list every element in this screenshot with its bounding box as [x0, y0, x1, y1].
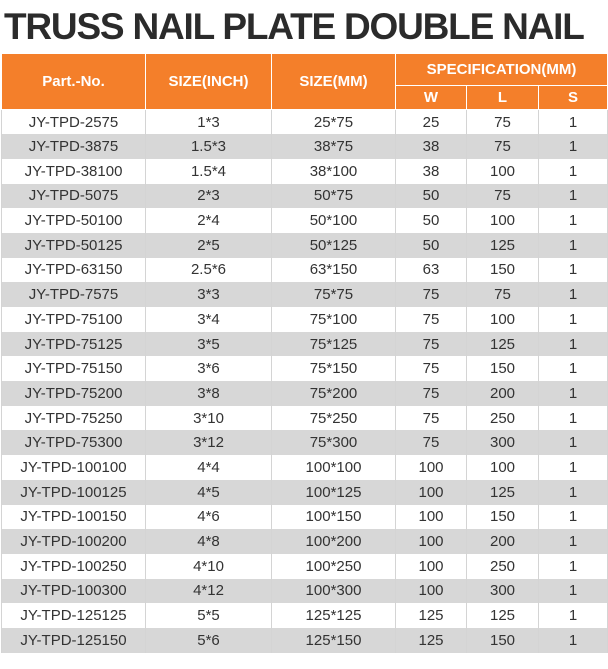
- cell-s: 1: [539, 381, 608, 406]
- cell-size-inch: 4*12: [146, 579, 272, 604]
- cell-size-mm: 75*300: [272, 430, 396, 455]
- cell-w: 100: [396, 554, 467, 579]
- cell-part-no: JY-TPD-50125: [2, 233, 146, 258]
- table-row: [2, 233, 608, 258]
- cell-size-mm: 38*100: [272, 159, 396, 184]
- cell-w: 125: [396, 628, 467, 653]
- table-body: [2, 110, 608, 653]
- cell-s: 1: [539, 159, 608, 184]
- cell-part-no: JY-TPD-75150: [2, 356, 146, 381]
- cell-s: 1: [539, 282, 608, 307]
- cell-s: 1: [539, 554, 608, 579]
- col-header-w: W: [396, 86, 467, 110]
- cell-size-mm: 100*125: [272, 480, 396, 505]
- cell-s: 1: [539, 529, 608, 554]
- cell-size-inch: 3*5: [146, 332, 272, 357]
- table-row: [2, 505, 608, 530]
- cell-size-inch: 4*5: [146, 480, 272, 505]
- col-header-size-mm: SIZE(MM): [272, 54, 396, 110]
- cell-s: 1: [539, 480, 608, 505]
- cell-s: 1: [539, 603, 608, 628]
- cell-w: 50: [396, 233, 467, 258]
- cell-s: 1: [539, 505, 608, 530]
- cell-part-no: JY-TPD-125125: [2, 603, 146, 628]
- cell-l: 75: [467, 184, 539, 209]
- cell-s: 1: [539, 307, 608, 332]
- cell-l: 125: [467, 480, 539, 505]
- cell-size-inch: 1*3: [146, 110, 272, 135]
- col-header-l: L: [467, 86, 539, 110]
- cell-part-no: JY-TPD-100200: [2, 529, 146, 554]
- cell-part-no: JY-TPD-75125: [2, 332, 146, 357]
- cell-size-inch: 3*10: [146, 406, 272, 431]
- cell-l: 300: [467, 579, 539, 604]
- cell-w: 75: [396, 332, 467, 357]
- cell-w: 50: [396, 208, 467, 233]
- cell-size-mm: 75*200: [272, 381, 396, 406]
- cell-size-inch: 3*6: [146, 356, 272, 381]
- cell-w: 75: [396, 430, 467, 455]
- cell-part-no: JY-TPD-5075: [2, 184, 146, 209]
- cell-size-mm: 125*150: [272, 628, 396, 653]
- table-header: [2, 54, 608, 110]
- cell-size-inch: 4*6: [146, 505, 272, 530]
- cell-part-no: JY-TPD-50100: [2, 208, 146, 233]
- table-row: [2, 480, 608, 505]
- cell-s: 1: [539, 356, 608, 381]
- cell-l: 100: [467, 159, 539, 184]
- cell-w: 75: [396, 406, 467, 431]
- table-row: [2, 603, 608, 628]
- table-row: [2, 455, 608, 480]
- table-row: [2, 628, 608, 653]
- cell-l: 75: [467, 134, 539, 159]
- cell-size-inch: 2*5: [146, 233, 272, 258]
- cell-l: 75: [467, 282, 539, 307]
- cell-size-mm: 100*200: [272, 529, 396, 554]
- cell-size-mm: 75*75: [272, 282, 396, 307]
- cell-part-no: JY-TPD-100100: [2, 455, 146, 480]
- cell-size-mm: 100*100: [272, 455, 396, 480]
- spec-table: [1, 53, 608, 653]
- cell-part-no: JY-TPD-100300: [2, 579, 146, 604]
- cell-w: 25: [396, 110, 467, 135]
- cell-s: 1: [539, 258, 608, 283]
- cell-l: 125: [467, 603, 539, 628]
- cell-l: 100: [467, 208, 539, 233]
- cell-w: 75: [396, 307, 467, 332]
- cell-w: 50: [396, 184, 467, 209]
- cell-l: 150: [467, 505, 539, 530]
- cell-size-mm: 38*75: [272, 134, 396, 159]
- table-row: [2, 307, 608, 332]
- cell-w: 100: [396, 455, 467, 480]
- cell-s: 1: [539, 628, 608, 653]
- cell-size-inch: 2.5*6: [146, 258, 272, 283]
- table-row: [2, 258, 608, 283]
- cell-w: 63: [396, 258, 467, 283]
- cell-size-inch: 5*5: [146, 603, 272, 628]
- cell-size-mm: 100*250: [272, 554, 396, 579]
- cell-size-inch: 5*6: [146, 628, 272, 653]
- cell-part-no: JY-TPD-75250: [2, 406, 146, 431]
- cell-s: 1: [539, 233, 608, 258]
- cell-l: 300: [467, 430, 539, 455]
- cell-s: 1: [539, 134, 608, 159]
- cell-w: 100: [396, 529, 467, 554]
- col-header-size-inch: SIZE(INCH): [146, 54, 272, 110]
- cell-part-no: JY-TPD-100125: [2, 480, 146, 505]
- cell-s: 1: [539, 455, 608, 480]
- cell-s: 1: [539, 208, 608, 233]
- cell-l: 150: [467, 356, 539, 381]
- cell-part-no: JY-TPD-7575: [2, 282, 146, 307]
- cell-s: 1: [539, 430, 608, 455]
- cell-size-mm: 63*150: [272, 258, 396, 283]
- table-row: [2, 159, 608, 184]
- cell-size-inch: 3*8: [146, 381, 272, 406]
- cell-s: 1: [539, 332, 608, 357]
- table-row: [2, 406, 608, 431]
- table-row: [2, 529, 608, 554]
- cell-size-inch: 2*4: [146, 208, 272, 233]
- cell-part-no: JY-TPD-100250: [2, 554, 146, 579]
- cell-part-no: JY-TPD-75100: [2, 307, 146, 332]
- cell-size-mm: 75*150: [272, 356, 396, 381]
- cell-l: 200: [467, 529, 539, 554]
- cell-s: 1: [539, 110, 608, 135]
- cell-size-mm: 100*300: [272, 579, 396, 604]
- cell-size-mm: 50*75: [272, 184, 396, 209]
- cell-part-no: JY-TPD-38100: [2, 159, 146, 184]
- col-header-s: S: [539, 86, 608, 110]
- table-row: [2, 381, 608, 406]
- cell-part-no: JY-TPD-75200: [2, 381, 146, 406]
- cell-w: 75: [396, 356, 467, 381]
- cell-size-mm: 50*100: [272, 208, 396, 233]
- cell-part-no: JY-TPD-75300: [2, 430, 146, 455]
- cell-s: 1: [539, 406, 608, 431]
- cell-l: 125: [467, 332, 539, 357]
- page-title: TRUSS NAIL PLATE DOUBLE NAIL: [4, 6, 584, 47]
- table-row: [2, 554, 608, 579]
- cell-w: 125: [396, 603, 467, 628]
- cell-l: 75: [467, 110, 539, 135]
- cell-l: 250: [467, 554, 539, 579]
- cell-size-mm: 100*150: [272, 505, 396, 530]
- cell-size-mm: 50*125: [272, 233, 396, 258]
- cell-l: 150: [467, 258, 539, 283]
- table-row: [2, 332, 608, 357]
- cell-l: 100: [467, 455, 539, 480]
- cell-size-inch: 1.5*4: [146, 159, 272, 184]
- cell-w: 100: [396, 579, 467, 604]
- table-row: [2, 110, 608, 135]
- cell-w: 38: [396, 159, 467, 184]
- col-header-part-no: Part.-No.: [2, 54, 146, 110]
- cell-w: 38: [396, 134, 467, 159]
- cell-size-mm: 125*125: [272, 603, 396, 628]
- cell-size-inch: 4*8: [146, 529, 272, 554]
- cell-size-inch: 4*10: [146, 554, 272, 579]
- table-row: [2, 579, 608, 604]
- col-header-specification: SPECIFICATION(MM): [396, 54, 608, 86]
- cell-w: 100: [396, 480, 467, 505]
- cell-w: 100: [396, 505, 467, 530]
- cell-size-inch: 3*4: [146, 307, 272, 332]
- cell-size-mm: 25*75: [272, 110, 396, 135]
- table-row: [2, 282, 608, 307]
- cell-size-mm: 75*125: [272, 332, 396, 357]
- table-row: [2, 356, 608, 381]
- cell-s: 1: [539, 579, 608, 604]
- cell-size-inch: 1.5*3: [146, 134, 272, 159]
- cell-s: 1: [539, 184, 608, 209]
- table-row: [2, 134, 608, 159]
- cell-w: 75: [396, 381, 467, 406]
- cell-l: 200: [467, 381, 539, 406]
- cell-part-no: JY-TPD-100150: [2, 505, 146, 530]
- cell-part-no: JY-TPD-125150: [2, 628, 146, 653]
- cell-w: 75: [396, 282, 467, 307]
- cell-part-no: JY-TPD-3875: [2, 134, 146, 159]
- cell-l: 100: [467, 307, 539, 332]
- cell-size-inch: 3*12: [146, 430, 272, 455]
- cell-part-no: JY-TPD-2575: [2, 110, 146, 135]
- table-row: [2, 430, 608, 455]
- cell-l: 150: [467, 628, 539, 653]
- cell-size-mm: 75*100: [272, 307, 396, 332]
- cell-size-inch: 4*4: [146, 455, 272, 480]
- cell-size-mm: 75*250: [272, 406, 396, 431]
- cell-part-no: JY-TPD-63150: [2, 258, 146, 283]
- cell-l: 250: [467, 406, 539, 431]
- cell-l: 125: [467, 233, 539, 258]
- cell-size-inch: 2*3: [146, 184, 272, 209]
- table-row: [2, 184, 608, 209]
- table-row: [2, 208, 608, 233]
- cell-size-inch: 3*3: [146, 282, 272, 307]
